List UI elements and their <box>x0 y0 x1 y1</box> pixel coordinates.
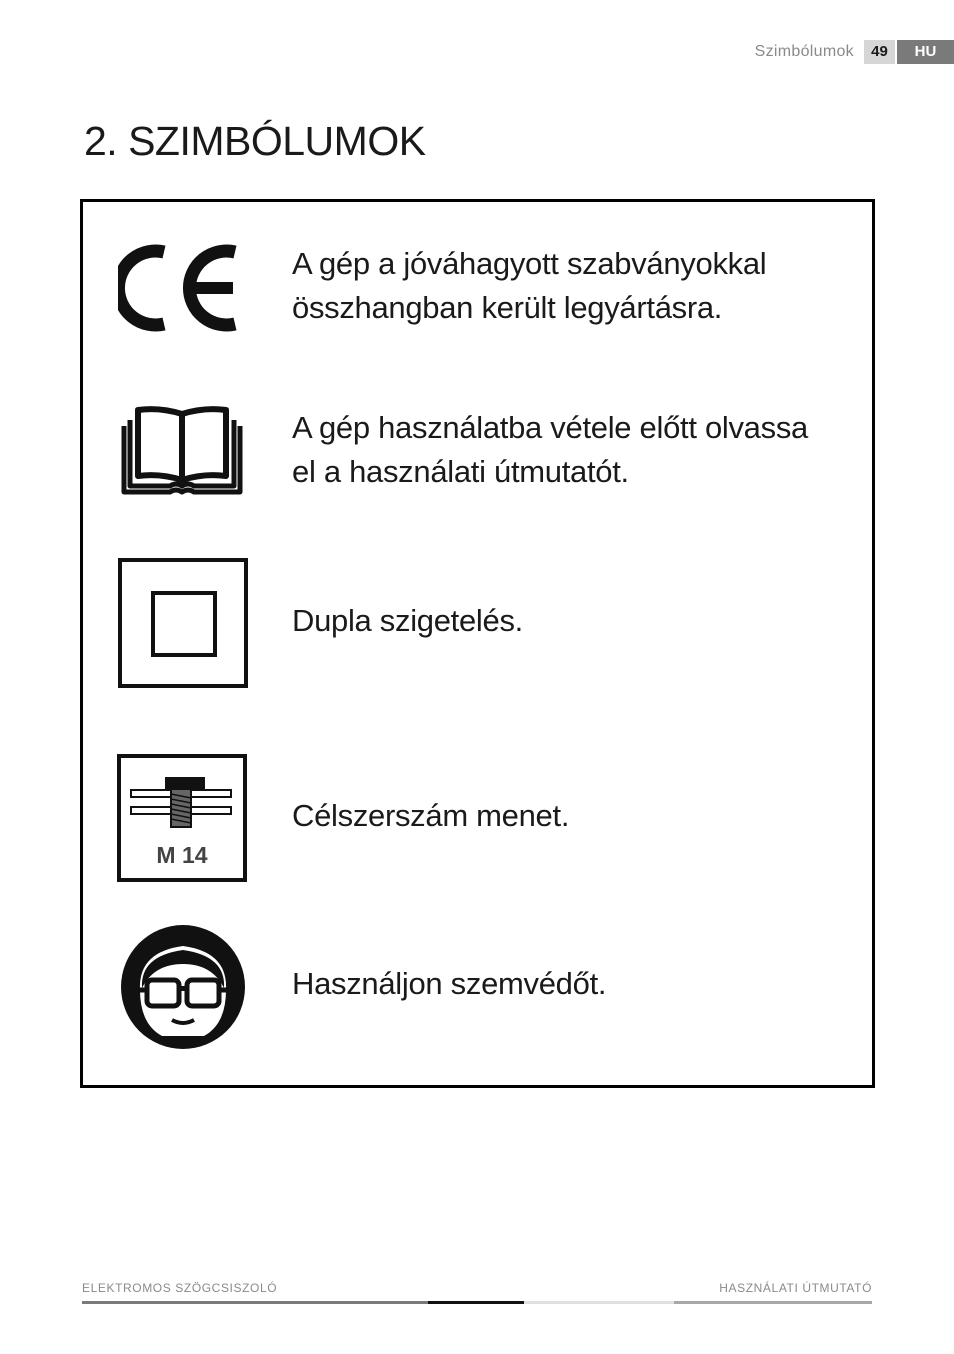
footer-product-name: ELEKTROMOS SZÖGCSISZOLÓ <box>82 1281 278 1295</box>
description-line: Használjon szemvédőt. <box>292 966 607 1001</box>
symbol-description <box>292 599 523 643</box>
description-line: el a használati útmutatót. <box>292 454 629 489</box>
footer-divider <box>82 1301 872 1304</box>
symbol-description <box>292 794 569 838</box>
footer-document-type: HASZNÁLATI ÚTMUTATÓ <box>719 1281 872 1295</box>
page-title: 2. SZIMBÓLUMOK <box>84 118 426 164</box>
symbol-description <box>292 962 606 1006</box>
description-line: A gép használatba vétele előtt olvassa <box>292 410 808 445</box>
description-line: Dupla szigetelés. <box>292 603 523 638</box>
description-line: összhangban került legyártásra. <box>292 290 723 325</box>
spindle-thread-icon <box>117 754 247 882</box>
header-section-name: Szimbólumok <box>754 43 854 60</box>
page-number: 49 <box>864 40 895 64</box>
symbols-table <box>80 199 875 1088</box>
description-line: A gép a jóváhagyott szabványokkal <box>292 246 767 281</box>
manual-book-icon <box>118 406 246 496</box>
double-insulation-icon <box>118 558 248 688</box>
language-badge: HU <box>897 40 954 64</box>
thread-size-label: M 14 <box>156 842 208 868</box>
symbol-description <box>292 406 808 494</box>
eye-protection-icon <box>120 924 246 1050</box>
description-line: Célszerszám menet. <box>292 798 570 833</box>
symbol-description <box>292 242 766 330</box>
ce-mark-icon <box>118 242 243 334</box>
